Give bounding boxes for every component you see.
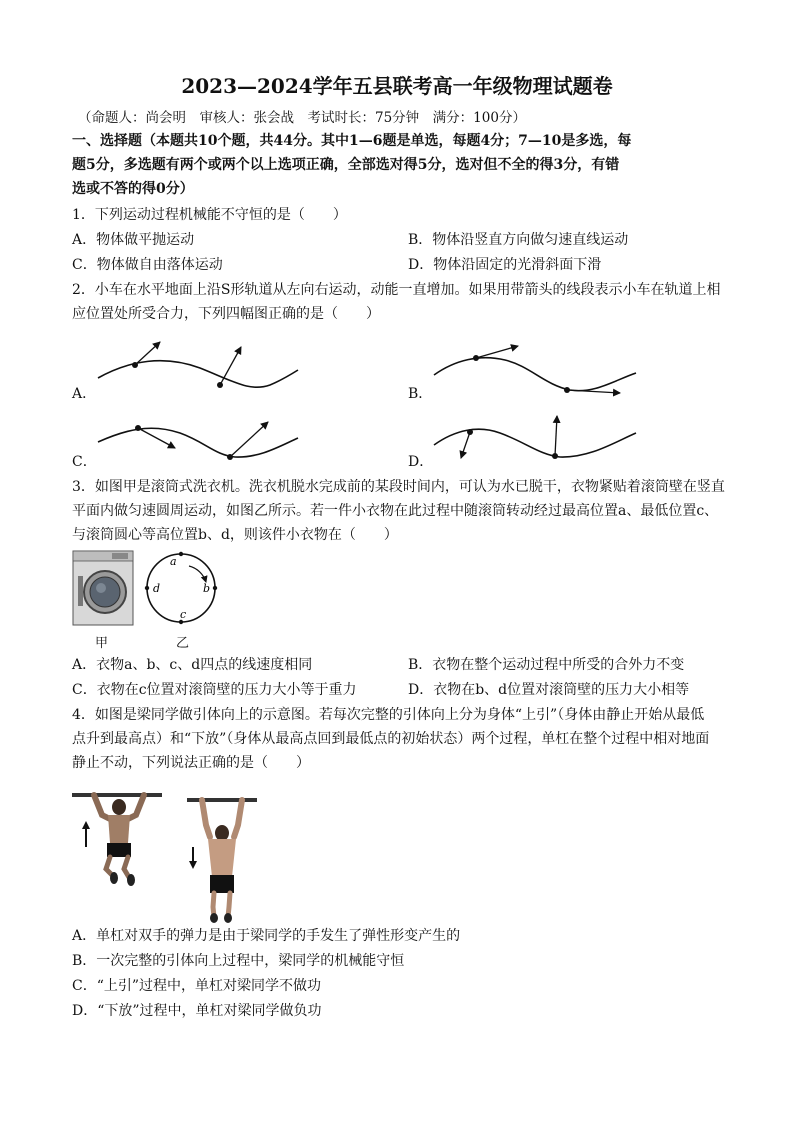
figure-jia-label: 甲 [95,636,109,651]
exam-meta: （命题人：尚会明 审核人：张会战 考试时长：75分钟 满分：100分） [78,110,526,126]
figure-yi-label: 乙 [176,636,190,651]
q4-stem-line1: 4．如图是梁同学做引体向上的示意图。若每次完整的引体向上分为身体“上引”（身体由静止开始从最低 [72,707,705,723]
q4-option-d: D．“下放”过程中，单杠对梁同学做负功 [72,1003,322,1019]
q2-figures [0,330,794,470]
q2-label-a: A． [72,386,97,402]
q2-figure-b [434,346,636,393]
q4-stem-line2: 点升到最高点）和“下放”（身体从最高点回到最低点的初始状态）两个过程，单杠在整个过程中相对地面 [72,731,710,747]
q2-figure-c [98,422,298,460]
pull-up-figure-down [202,800,242,923]
q3-option-a: A．衣物a、b、c、d四点的线速度相同 [72,657,313,673]
point-b-label: b [203,582,211,595]
q3-stem-line1: 3．如图甲是滚筒式洗衣机。洗衣机脱水完成前的某段时间内，可认为水已脱干，衣物紧贴着滚筒壁在竖直 [72,479,725,495]
pull-up-figure-up [94,795,144,886]
q2-stem-line1: 2．小车在水平地面上沿S形轨道从左向右运动，动能一直增加。如果用带箭头的线段表示小车在轨道上相 [72,282,721,298]
q1-option-c: C．物体做自由落体运动 [72,257,223,273]
q4-option-b: B．一次完整的引体向上过程中，梁同学的机械能守恒 [72,953,405,969]
drum-circle-diagram [143,548,219,628]
q2-label-d: D． [408,454,434,470]
q3-option-d: D．衣物在b、d位置对滚筒壁的压力大小相等 [408,682,690,698]
section-header-line2: 题5分，多选题有两个或两个以上选项正确，全部选对得5分，选对但不全的得3分，有错 [72,157,620,173]
q2-stem-line2: 应位置处所受合力，下列四幅图正确的是（ ） [72,306,380,322]
section-header-line3: 选或不答的得0分） [72,181,194,197]
section-header-line1: 一、选择题（本题共10个题，共44分。其中1—6题是单选，每题4分；7—10是多选，每 [72,133,632,149]
point-a-label: a [170,555,177,568]
arrow-down-icon [189,847,197,869]
q1-option-d: D．物体沿固定的光滑斜面下滑 [408,257,602,273]
q3-stem-line2: 平面内做匀速圆周运动，如图乙所示。若一件小衣物在此过程中随滚筒转动经过最高位置a、最低位置c、 [72,503,719,519]
q4-option-a: A．单杠对双手的弹力是由于梁同学的手发生了弹性形变产生的 [72,928,461,944]
q4-stem-line3: 静止不动，下列说法正确的是（ ） [72,755,310,771]
q1-stem: 1．下列运动过程机械能不守恒的是（ ） [72,207,347,223]
q3-option-c: C．衣物在c位置对滚筒壁的压力大小等于重力 [72,682,357,698]
pull-up-illustration [72,785,262,925]
q1-option-b: B．物体沿竖直方向做匀速直线运动 [408,232,629,248]
q2-figure-d [434,416,636,459]
q4-option-c: C．“上引”过程中，单杠对梁同学不做功 [72,978,322,994]
q2-label-c: C． [72,454,97,470]
arrow-up-icon [82,821,90,847]
q2-label-b: B． [408,386,433,402]
page-title: 2023—2024学年五县联考高一年级物理试题卷 [181,74,613,98]
q2-figure-a [98,342,298,388]
q3-stem-line3: 与滚筒圆心等高位置b、d，则该件小衣物在（ ） [72,527,398,543]
washing-machine-image [72,550,138,628]
point-d-label: d [153,582,161,595]
point-c-label: c [180,608,187,621]
q3-option-b: B．衣物在整个运动过程中所受的合外力不变 [408,657,685,673]
q1-option-a: A．物体做平抛运动 [72,232,195,248]
